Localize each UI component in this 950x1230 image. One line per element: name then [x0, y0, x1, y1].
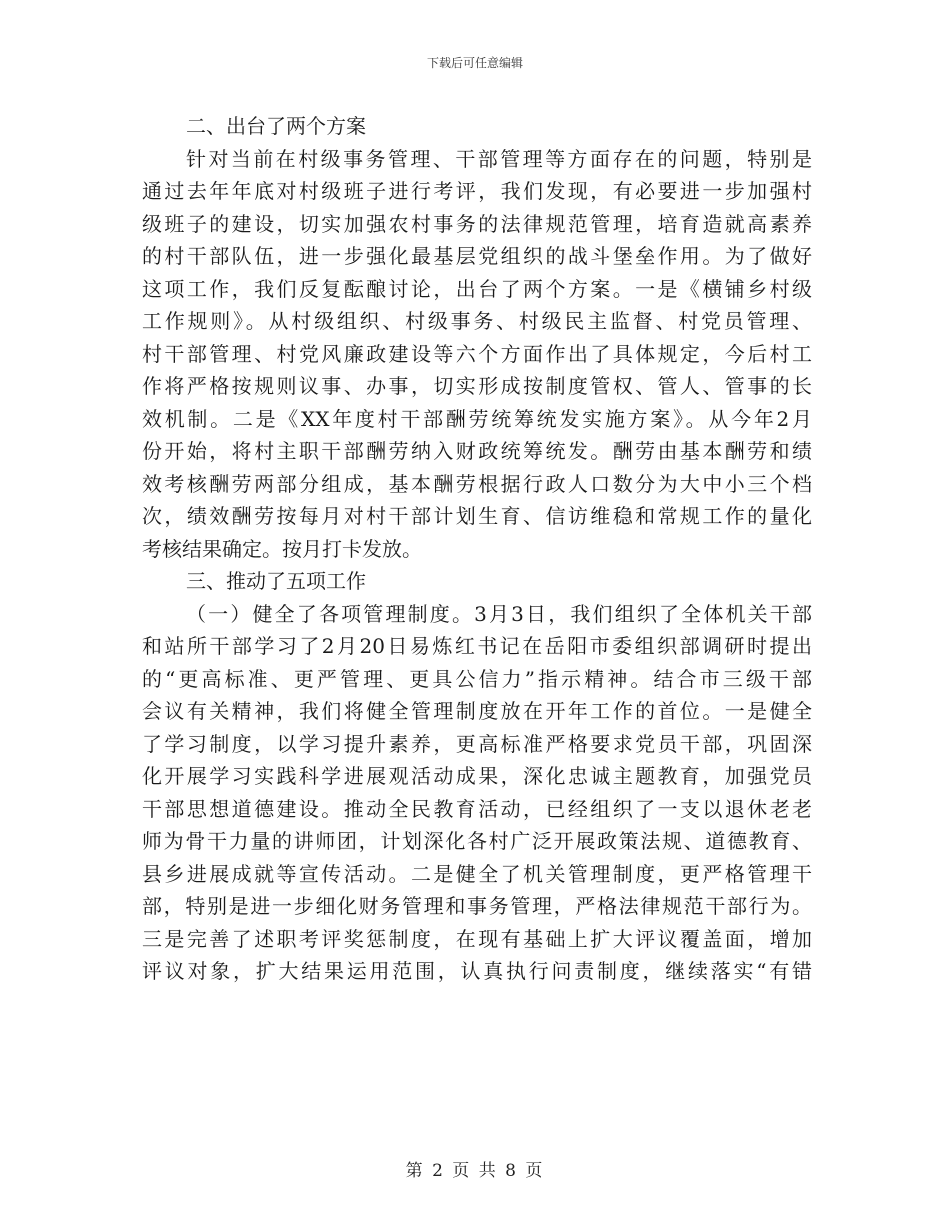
paragraph-line: 份开始，将村主职干部酬劳纳入财政统筹统发。酬劳由基本酬劳和绩: [142, 439, 812, 463]
paragraph-line: 针对当前在村级事务管理、干部管理等方面存在的问题，特别是: [186, 146, 812, 171]
section-heading-five-tasks: 三、推动了五项工作: [186, 569, 366, 593]
paragraph-line: 作将严格按规则议事、办事，切实形成按制度管权、管人、管事的长: [142, 374, 812, 398]
paragraph-line: 次，绩效酬劳按每月对村干部计划生育、信访维稳和常规工作的量化: [142, 504, 812, 528]
paragraph-line: 会议有关精神，我们将健全管理制度放在开年工作的首位。一是健全: [142, 699, 812, 723]
paragraph-line: 工作规则》。从村级组织、村级事务、村级民主监督、村党员管理、: [142, 309, 812, 333]
paragraph-line: 县乡进展成就等宣传活动。二是健全了机关管理制度，更严格管理干: [142, 861, 812, 886]
document-body: [142, 110, 812, 988]
paragraph-line: 通过去年年底对村级班子进行考评，我们发现，有必要进一步加强村: [142, 179, 812, 203]
paragraph-line: 级班子的建设，切实加强农村事务的法律规范管理，培育造就高素养: [142, 211, 812, 236]
paragraph-line: 的村干部队伍，进一步强化最基层党组织的战斗堡垒作用。为了做好: [142, 244, 812, 268]
paragraph-line: 效考核酬劳两部分组成，基本酬劳根据行政人口数分为大中小三个档: [142, 471, 812, 496]
paragraph-line: 部，特别是进一步细化财务管理和事务管理，严格法律规范干部行为。: [142, 894, 812, 918]
paragraph-line: 和站所干部学习了2月20日易炼红书记在岳阳市委组织部调研时提出: [142, 634, 812, 658]
paragraph-line: （一）健全了各项管理制度。3月3日，我们组织了全体机关干部: [186, 601, 812, 626]
paragraph-line: 评议对象，扩大结果运用范围，认真执行问责制度，继续落实“有错: [142, 959, 812, 983]
paragraph-line: 三是完善了述职考评奖惩制度，在现有基础上扩大评议覆盖面，增加: [142, 926, 812, 951]
paragraph-line: 这项工作，我们反复酝酿讨论，出台了两个方案。一是《横铺乡村级: [142, 276, 812, 301]
paragraph-line: 了学习制度，以学习提升素养，更高标准严格要求党员干部，巩固深: [142, 731, 812, 756]
paragraph-line: 干部思想道德建设。推动全民教育活动，已经组织了一支以退休老老: [142, 796, 812, 821]
paragraph-line: 师为骨干力量的讲师团，计划深化各村广泛开展政策法规、道德教育、: [142, 829, 812, 853]
paragraph-line: 村干部管理、村党风廉政建设等六个方面作出了具体规定，今后村工: [142, 341, 812, 366]
page-number-footer: 第 2 页 共 8 页: [405, 1161, 545, 1181]
paragraph-line: 化开展学习实践科学进展观活动成果，深化忠诚主题教育，加强党员: [142, 764, 812, 788]
section-heading-two-plans: 二、出台了两个方案: [186, 114, 366, 138]
paragraph-line: 考核结果确定。按月打卡发放。: [142, 536, 422, 561]
page-header: 下载后可任意编辑: [426, 56, 523, 70]
paragraph-line: 效机制。二是《XX年度村干部酬劳统筹统发实施方案》。从今年2月: [142, 406, 812, 431]
paragraph-line: 的“更高标准、更严管理、更具公信力”指示精神。结合市三级干部: [142, 666, 812, 691]
